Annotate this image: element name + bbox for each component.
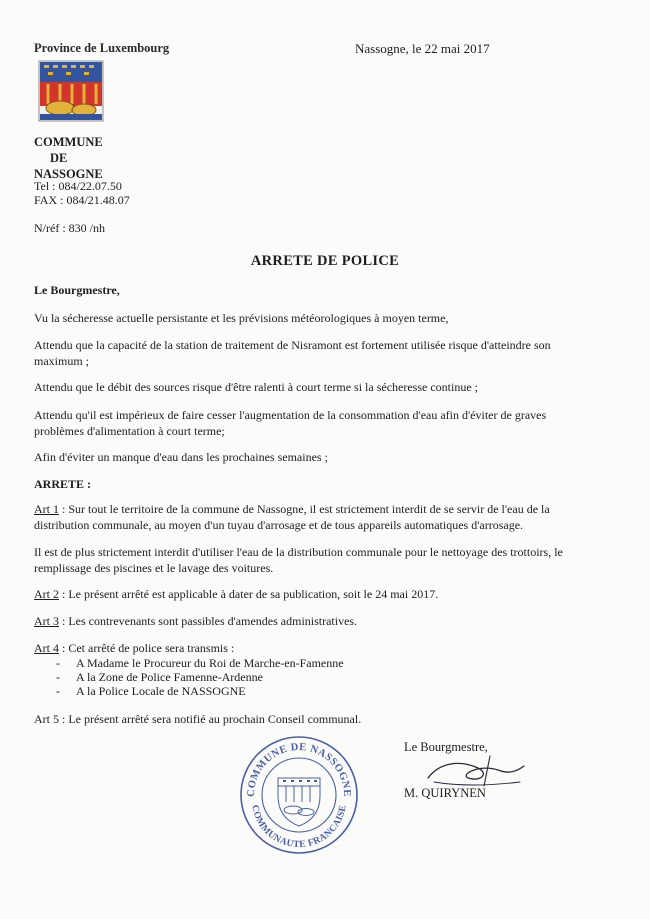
contact-block [34,180,130,207]
svg-text:COMMUNAUTE FRANCAISE: COMMUNAUTE FRANCAISE [249,804,349,851]
article-text: : Cet arrêté de police sera transmis : [59,641,235,655]
consideration-paragraph: Vu la sécheresse actuelle persistante et les prévisions météorologiques à moyen terme, [34,311,449,325]
fax-number: FAX : 084/21.48.07 [34,192,130,207]
telephone-number: Tel : 084/22.07.50 [34,179,122,193]
article-5: Art 5 : Le présent arrêté sera notifié au prochain Conseil communal. [34,712,362,726]
list-item: - A Madame le Procureur du Roi de Marche-en-Famenne [56,656,344,670]
article-label: Art 3 [34,614,59,628]
article-label: Art 2 [34,587,59,601]
article-1-extra: Il est de plus strictement interdit d'utiliser l'eau de la distribution communale pour le nettoyage des trottoirs, le remplissage des piscines et le lavage des voitures. [34,545,563,575]
signatory-name: M. QUIRYNEN [404,786,486,800]
recipient-text: A Madame le Procureur du Roi de Marche-en-Famenne [76,656,344,670]
decision-heading: ARRETE : [34,477,92,491]
province-heading: Province de Luxembourg [34,41,170,55]
article-label: Art 4 [34,641,59,655]
article-4 [34,641,594,657]
municipal-crest-logo [38,60,104,122]
list-item: - A la Police Locale de NASSOGNE [56,684,246,698]
article-text: : Sur tout le territoire de la commune de Nassogne, il est strictement interdit de se servir de l'eau de la distribution communale, au moyen d'un tuyau d'arrosage et de tous appareils automatiques d'arrosage. [34,502,550,532]
article-label: Art 1 [34,502,59,516]
consideration-paragraph: Attendu que le débit des sources risque d'être ralenti à court terme si la sécheresse continue ; [34,380,478,394]
svg-text:COMMUNE DE NASSOGNE: COMMUNE DE NASSOGNE [245,741,353,798]
recipient-text: A la Zone de Police Famenne-Ardenne [76,670,263,684]
article-3 [34,614,594,630]
commune-line: DE [50,151,68,165]
article-text: : Les contrevenants sont passibles d'amendes administratives. [59,614,358,628]
commune-line: COMMUNE [34,135,103,149]
article-text: : Le présent arrêté est applicable à dater de sa publication, soit le 24 mai 2017. [59,587,439,601]
commune-name-block [34,134,103,182]
commune-line: NASSOGNE [34,167,103,181]
document-title: ARRETE DE POLICE [250,253,400,269]
consideration-paragraph: Attendu qu'il est impérieux de faire cesser l'augmentation de la consommation d'eau afin d'éviter de graves problèmes d'alimentation à court terme; [34,408,547,438]
consideration-paragraph: Attendu que la capacité de la station de traitement de Nisramont est fortement utilisée risque d'atteindre son maximum ; [34,338,551,368]
signatory-title: Le Bourgmestre, [404,740,488,754]
list-item: - A la Zone de Police Famenne-Ardenne [56,670,263,684]
article-2 [34,587,594,603]
reference-number: N/réf : 830 /nh [34,221,105,235]
official-seal-stamp [238,734,360,856]
consideration-paragraph: Afin d'éviter un manque d'eau dans les prochaines semaines ; [34,450,328,464]
recipient-text: A la Police Locale de NASSOGNE [76,684,246,698]
article-1 [34,502,594,533]
dateline: Nassogne, le 22 mai 2017 [355,41,490,56]
salutation: Le Bourgmestre, [34,283,120,297]
recipient-list [56,656,344,698]
